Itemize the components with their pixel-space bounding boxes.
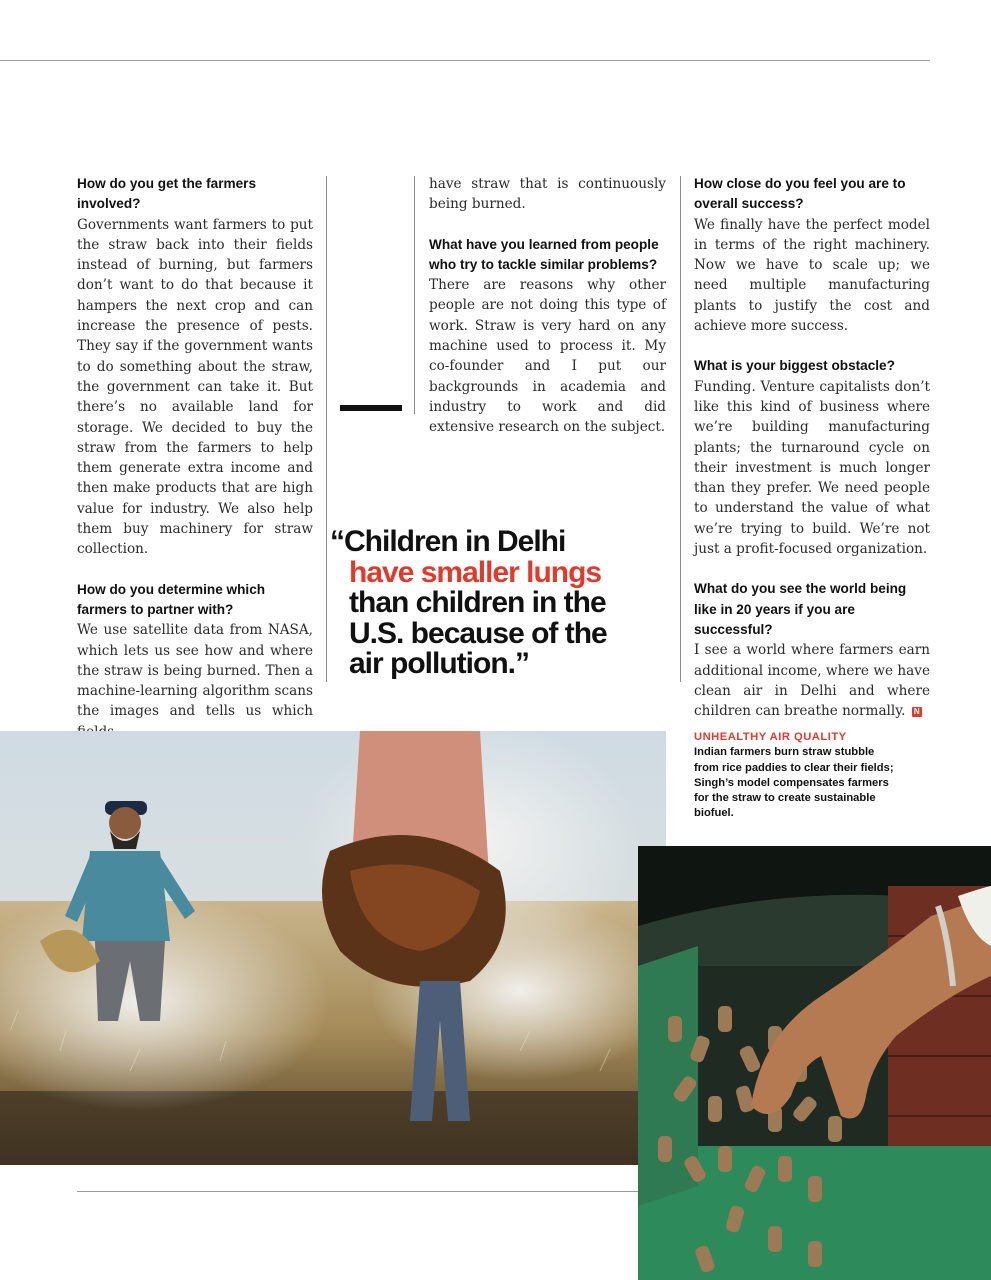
end-mark-icon: N (912, 707, 922, 717)
column-divider-left (326, 176, 327, 682)
top-rule (0, 60, 930, 61)
question-6: What do you see the world being like in 20 years if you are successful? (694, 581, 907, 637)
answer-6-text: I see a world where farmers earn additional income, where we have clean air in Delhi and where children can breathe normally. (694, 642, 930, 720)
column-1 (77, 174, 313, 742)
pull-quote-line-4: U.S. because of the (349, 616, 607, 650)
caption-text: Indian farmers burn straw stubble from rice paddies to clear their fields; Singh’s model compensates farmers for the straw to create sustainable biofuel. (694, 746, 894, 820)
question-1: How do you get the farmers involved? (77, 176, 257, 212)
answer-4: We finally have the perfect model in terms of the right machinery. Now we have to scale up; we need multiple manufacturing plants to justify the cost and achieve more success. (694, 216, 930, 335)
pull-quote-line-1: “Children in Delhi (330, 525, 566, 558)
straw-burning-photo (0, 731, 666, 1165)
caption-kicker: UNHEALTHY AIR QUALITY (694, 731, 847, 743)
column-divider-right (414, 176, 415, 414)
bottom-rule (77, 1191, 638, 1192)
pull-quote (330, 527, 650, 680)
answer-continued: have straw that is continuously being burned. (429, 176, 666, 213)
answer-1: Governments want farmers to put the straw back into their fields instead of burning, but farmers don’t want to do that because it hampers the next crop and can increase the presence of pests. They say if the government wants to do something about the straw, the government can take it. But there’s no available land for storage. We decided to buy the straw from the farmers to help them generate extra income and then make products that are high value for industry. We also help them buy machinery for straw collection. (77, 216, 313, 558)
question-2: How do you determine which farmers to partner with? (77, 581, 266, 617)
column-3 (694, 174, 930, 721)
column-divider-third (680, 176, 681, 682)
pull-quote-line-5: air pollution.” (349, 647, 529, 680)
answer-2: We use satellite data from NASA, which lets us see how and where the straw is being burned. Then a machine-learning algorithm scans the images and tells us which (77, 622, 313, 720)
question-3: What have you learned from people who try to tackle similar problems? (429, 236, 659, 272)
pull-quote-rule (340, 405, 402, 411)
answer-5: Funding. Venture capitalists don’t like this kind of business where we’re building manufacturing plants; the turnaround cycle on their investment is much longer than they prefer. We need people to understand the value of what we’re trying to build. We’re not just a profit-focused organization. (694, 378, 930, 558)
biofuel-pellets-photo (638, 846, 991, 1280)
answer-3: There are reasons why other people are not doing this type of work. Straw is very hard on any machine used to process it. My co-founder and I put our backgrounds in academia and industry to work and did extensive research on the subject. (429, 277, 666, 436)
question-5: What is your biggest obstacle? (694, 358, 895, 374)
pull-quote-line-3: than children in the (349, 586, 606, 619)
pull-quote-line-2: have smaller lungs (349, 555, 602, 589)
question-4: How close do you feel you are to overall success? (694, 176, 906, 212)
photo-caption (694, 730, 894, 822)
answer-6 (694, 640, 930, 721)
column-2 (429, 174, 666, 438)
